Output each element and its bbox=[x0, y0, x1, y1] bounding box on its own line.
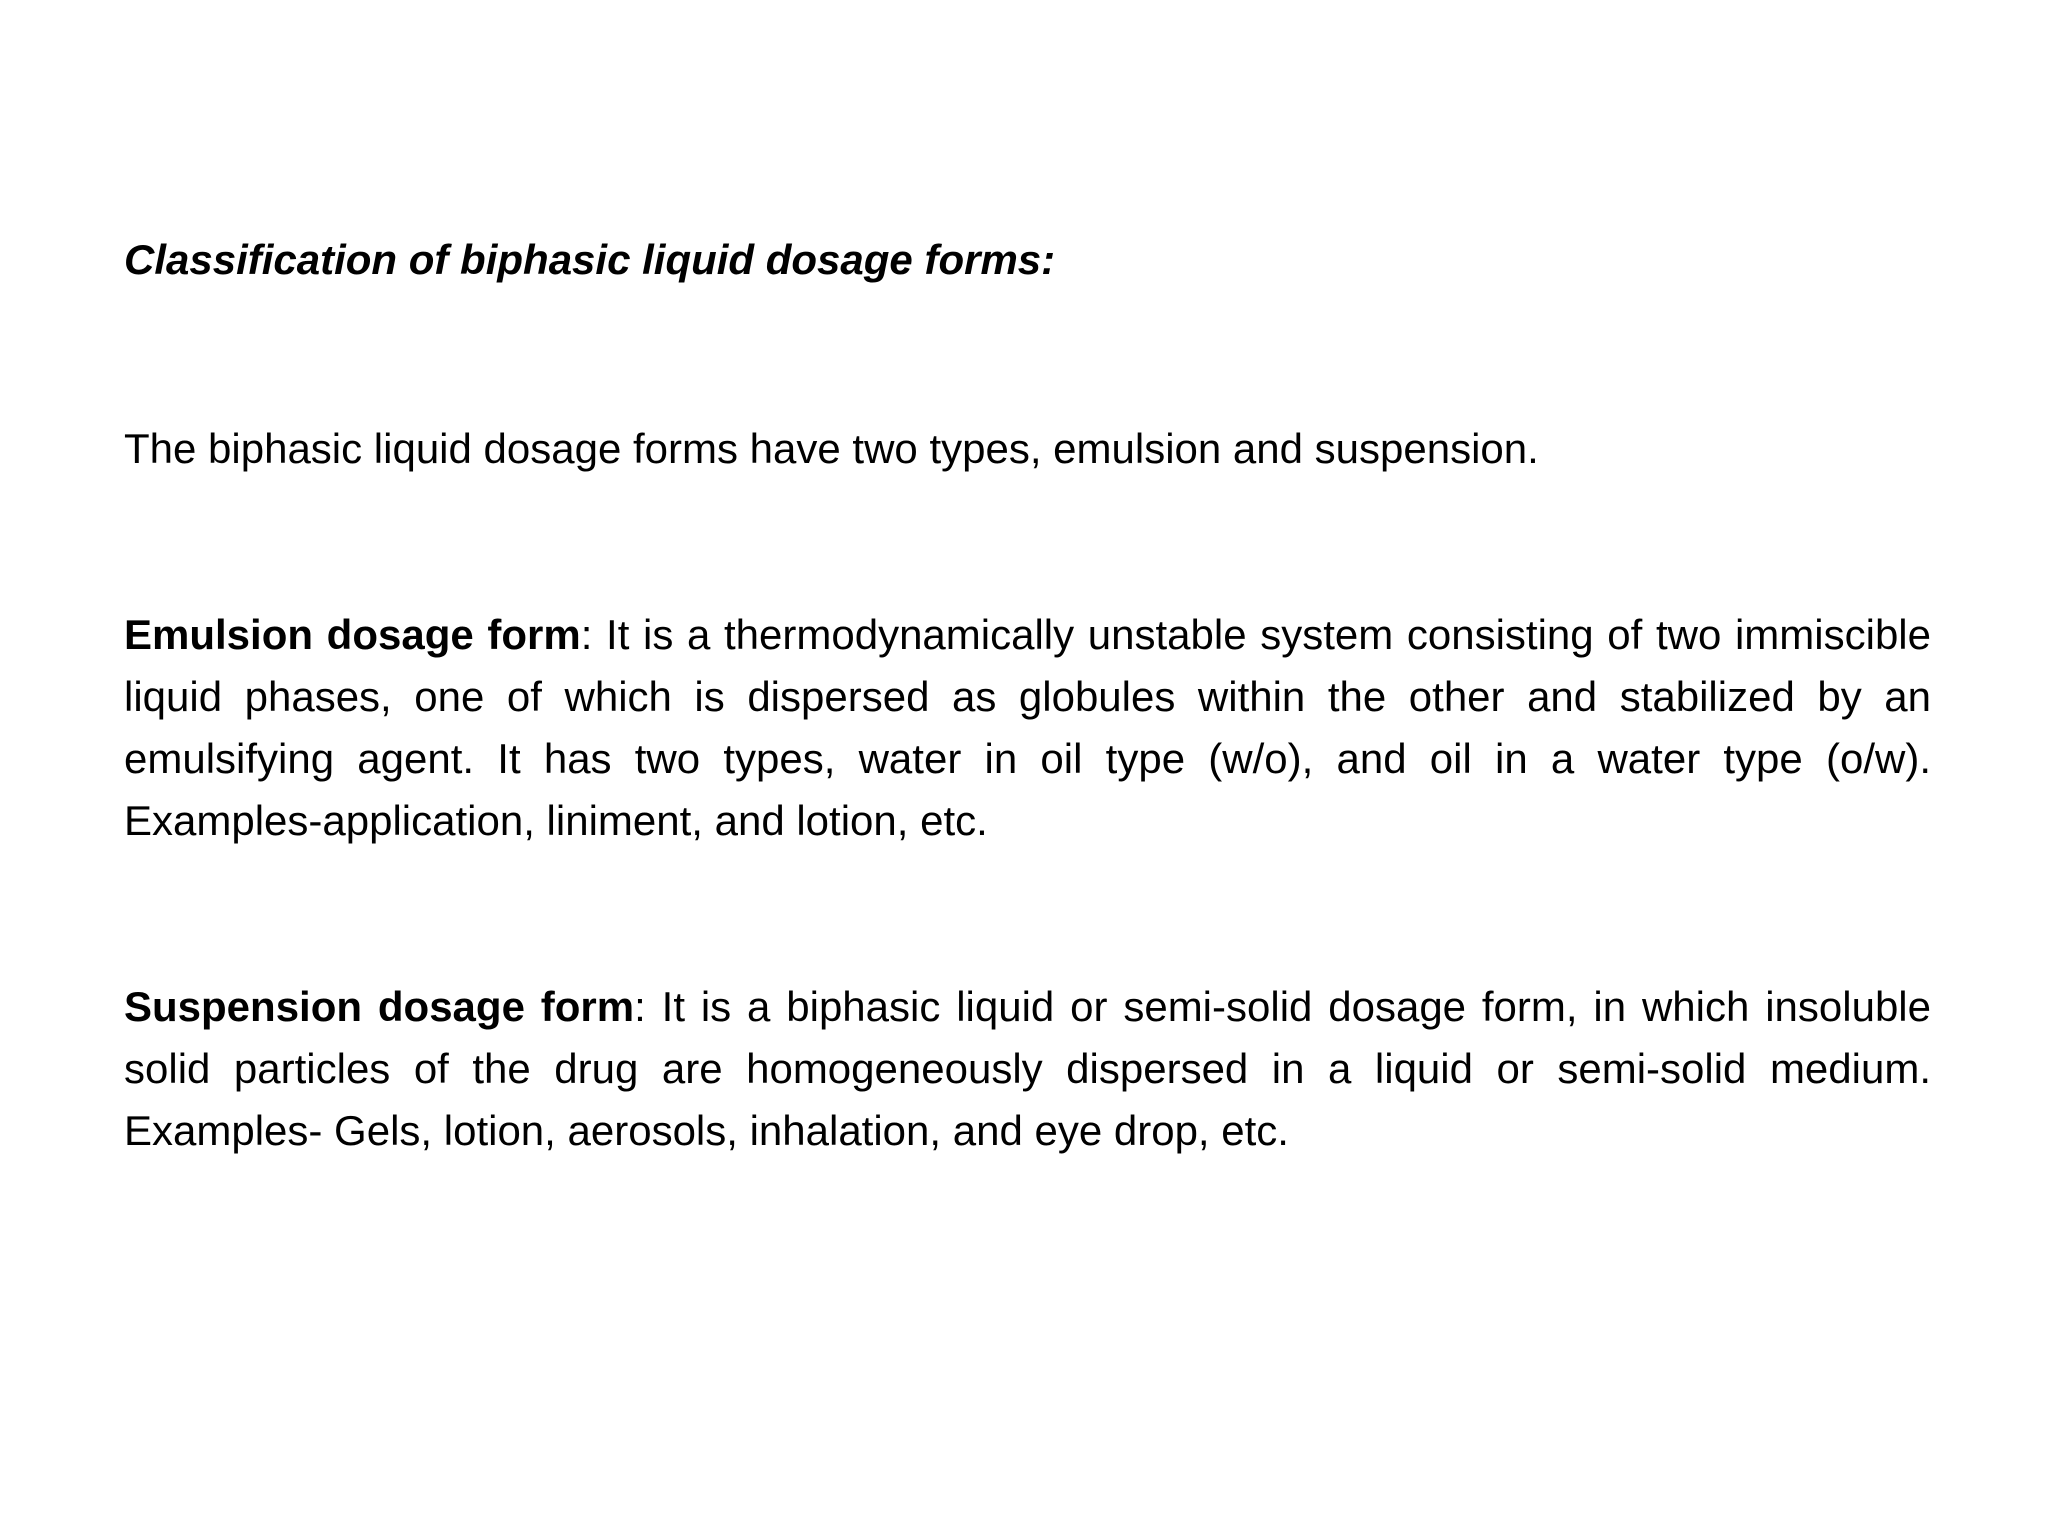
suspension-term: Suspension dosage form bbox=[124, 983, 635, 1030]
suspension-definition: : It is a biphasic liquid or semi-solid dosage form, in which insoluble solid particles of the drug are homogeneously dispersed in a liquid or semi-solid medium. Examples- Gels, lotion, aerosols, inhalation, and eye drop, etc. bbox=[124, 983, 1931, 1154]
suspension-paragraph bbox=[124, 976, 1931, 1162]
document-heading: Classification of biphasic liquid dosage forms: bbox=[124, 236, 1056, 283]
emulsion-definition: : It is a thermodynamically unstable system consisting of two immiscible liquid phases, one of which is dispersed as globules within the other and stabilized by an emulsifying agent. It has two types, water in oil type (w/o), and oil in a water type (o/w). Examples-application, liniment, and lotion, etc. bbox=[124, 611, 1931, 844]
emulsion-term: Emulsion dosage form bbox=[124, 611, 581, 658]
emulsion-paragraph bbox=[124, 604, 1931, 852]
document-content bbox=[124, 232, 1931, 1162]
intro-paragraph: The biphasic liquid dosage forms have two types, emulsion and suspension. bbox=[124, 425, 1539, 472]
